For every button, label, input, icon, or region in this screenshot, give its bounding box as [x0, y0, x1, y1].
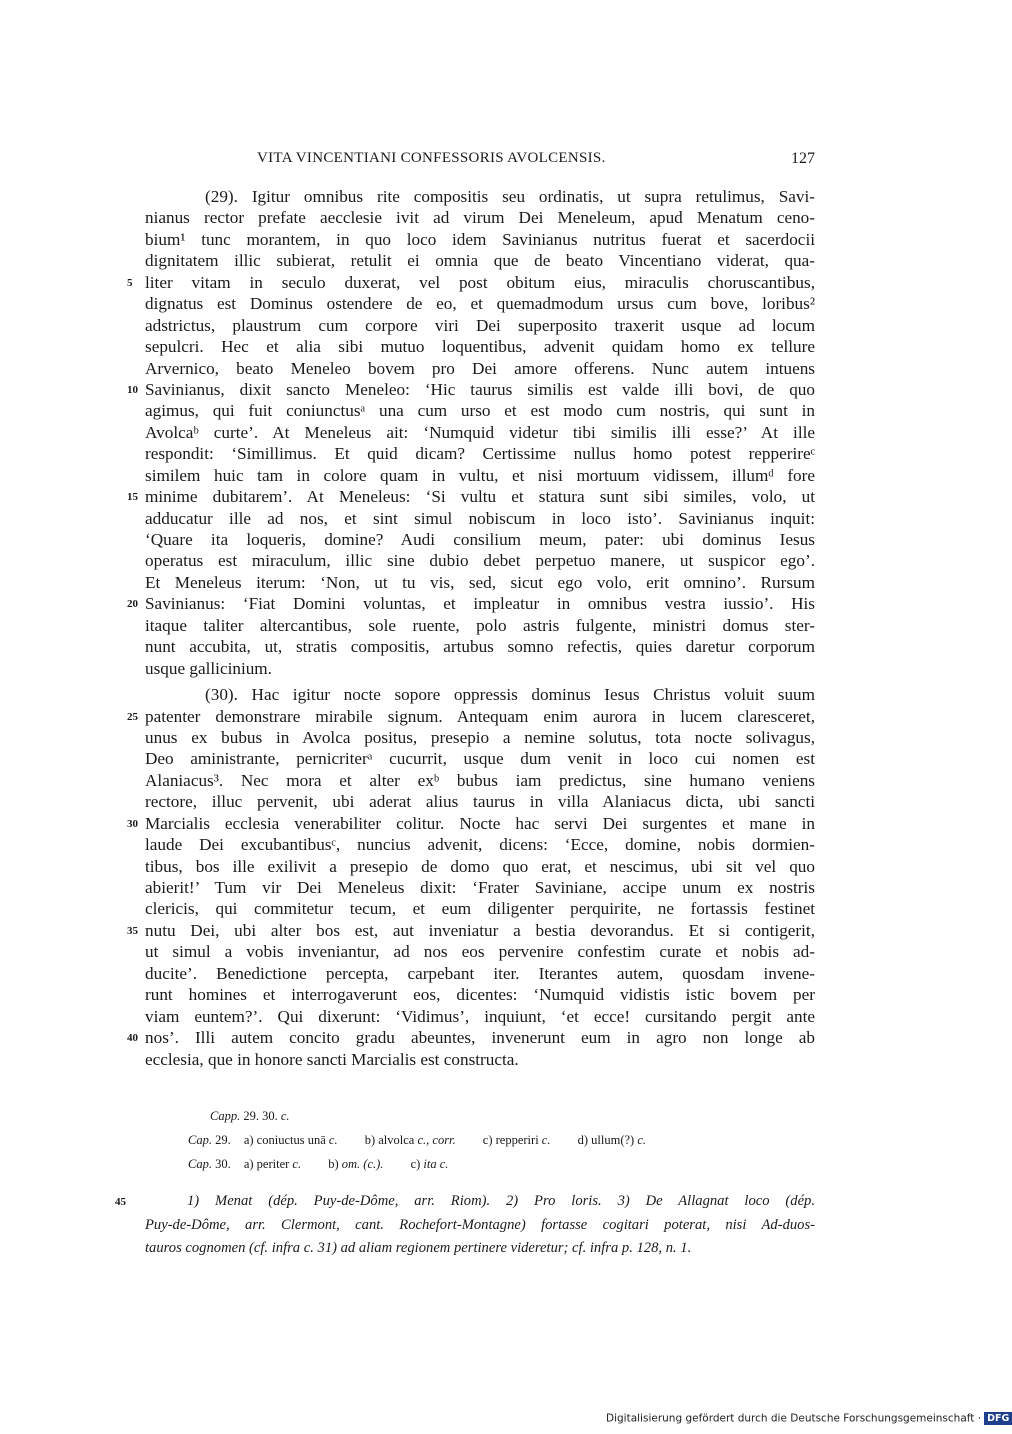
- line-number: 10: [127, 383, 138, 396]
- footnote-line: tauros cognomen (cf. infra c. 31) ad aliam regionem pertinere videretur; cf. infra p. 128, n. 1.: [145, 1240, 692, 1256]
- line-number: 40: [127, 1032, 138, 1045]
- text-line: Arvernico, beato Meneleo bovem pro Dei amore offerens. Nunc autem intuens: [145, 358, 815, 378]
- page-header: [145, 150, 815, 176]
- line-number: 20: [127, 598, 138, 611]
- footnotes: [115, 1190, 815, 1261]
- line-number: 45: [115, 1196, 126, 1208]
- text-line: nunt accubita, ut, stratis compositis, artubus somno refectis, quies daretur corporum: [145, 637, 815, 657]
- text-line: 15 minime dubitarem’. At Meneleus: ‘Si vultu et statura sunt sibi similes, volo, ut: [145, 486, 815, 507]
- text-line: Avolcaᵇ curte’. At Meneleus ait: ‘Numquid videtur tibi similis illi esse?’ At ille: [145, 422, 815, 442]
- text-line: Et Meneleus iterum: ‘Non, ut tu vis, sed, sicut ego volo, erit omnino’. Rursum: [145, 572, 815, 592]
- text-line: bium¹ tunc morantem, in quo loco idem Savinianus nutritus fuerat et sacerdocii: [145, 229, 815, 249]
- text-line: (30). Hac igitur nocte sopore oppressis dominus Iesus Christus voluit suum: [205, 685, 815, 705]
- line-number: 25: [127, 710, 138, 723]
- text-line: itaque taliter altercantibus, sole ruente, polo astris fulgente, ministri domus ster-: [145, 615, 815, 635]
- text-line: adducatur ille ad nos, et sint simul nobiscum in loco isto’. Savinianus inquit:: [145, 508, 815, 528]
- apparatus-line: Cap. 29. a) coniuctus unā c. b) alvolca c., corr. c) repperiri c. d) ullum(?) c.: [188, 1133, 647, 1147]
- text-line: laude Dei excubantibusᶜ, nuncius advenit, dicens: ‘Ecce, domine, nobis dormien-: [145, 835, 815, 855]
- apparatus-line: Capp. 29. 30. c.: [210, 1109, 290, 1123]
- text-line: abierit!’ Tum vir Dei Meneleus dixit: ‘Frater Saviniane, accipe unum ex nostris: [145, 878, 815, 897]
- text-line: 5 liter vitam in seculo duxerat, vel post obitum eius, miraculis choruscantibus,: [145, 272, 815, 293]
- text-line: 30 Marcialis ecclesia venerabiliter colitur. Nocte hac servi Dei surgentes et mane in: [145, 813, 815, 834]
- apparatus-line: Cap. 30. a) periter c. b) om. (c.). c) ita c.: [188, 1157, 449, 1171]
- text-line: agimus, qui fuit coniunctusᵃ una cum urso et est modo cum nostris, qui sunt in: [145, 401, 815, 421]
- text-line: dignitatem illic subierat, retulit ei omnia que de beato Vincentiano viderat, qua-: [145, 251, 815, 271]
- text-line: ‘Quare ita loqueris, domine? Audi consilium meum, pater: ubi dominus Iesus: [145, 530, 815, 549]
- text-line: clericis, qui commitetur tecum, et eum diligenter perquirite, ne fortassis festinet: [145, 899, 815, 919]
- line-number: 35: [127, 924, 138, 937]
- text-line: Deo aministrante, pernicriterᵃ cucurrit, usque dum venit in loco cui nomen est: [145, 749, 815, 769]
- text-line: 35 nutu Dei, ubi alter bos est, aut inveniatur a bestia devorandus. Et si contigerit,: [145, 920, 815, 941]
- text-line: 25 patenter demonstrare mirabile signum. Antequam enim aurora in lucem clаresceret,: [145, 706, 815, 727]
- text-line: unus ex bubus in Avolca positus, presepio a nemine solutus, tota nocte solivagus,: [145, 727, 815, 747]
- text-line: usque gallicinium.: [145, 658, 272, 678]
- text-line: dignatus est Dominus ostendere de eo, et quemadmodum ursus cum bove, loribus²: [145, 294, 815, 314]
- line-number: 15: [127, 491, 138, 504]
- text-line: respondit: ‘Simillimus. Et quid dicam? Certissime nullus homo potest repperireᶜ: [145, 444, 815, 464]
- dfg-logo: DFG: [984, 1412, 1012, 1425]
- line-number: 30: [127, 817, 138, 830]
- text-line: 20 Savinianus: ‘Fiat Domini voluntas, et impleatur in omnibus vestra iussio’. His: [145, 593, 815, 614]
- text-line: 10 Savinianus, dixit sancto Meneleo: ‘Hic taurus similis est valde illi bovi, de quo: [145, 379, 815, 400]
- page-number: 127: [791, 150, 815, 167]
- text-line: ut simul a vobis inveniantur, ad nos eos pervenire confestim curate et nobis ad-: [145, 942, 815, 962]
- text-line: similem huic tam in colore quam in vultu, et nisi mortuum vidissem, illumᵈ fore: [145, 465, 815, 485]
- critical-apparatus: [188, 1104, 808, 1176]
- text-line: runt homines et interrogaverunt eos, dicentes: ‘Numquid vidistis istic bovem per: [145, 985, 815, 1005]
- text-line: nianus rector prefate aecclesie ivit ad virum Dei Meneleum, apud Menatum ceno-: [145, 208, 815, 228]
- footnote-line: 45 1) Menat (dép. Puy-de-Dôme, arr. Riom). 2) Pro loris. 3) De Allagnat loco (dép.: [145, 1190, 815, 1214]
- text-line: ducite’. Benedictione percepta, carpebant iter. Iterantes autem, quosdam invene-: [145, 963, 815, 983]
- text-line: (29). Igitur omnibus rite compositis seu ordinatis, ut supra retulimus, Savi-: [205, 187, 815, 206]
- main-text: [127, 186, 815, 1070]
- text-line: viam euntem?’. Qui dixerunt: ‘Vidimus’, inquiunt, ‘et ecce! cursitando pergit ante: [145, 1006, 815, 1026]
- text-line: sepulcri. Hec et alia sibi mutuo loquentibus, advenit quidam homo ex tellure: [145, 337, 815, 357]
- text-line: 40 nos’. Illi autem concito gradu abeuntes, invenerunt eum in agro non longe ab: [145, 1027, 815, 1048]
- text-line: Alaniacus³. Nec mora et alter exᵇ bubus iam predictus, sine humano veniens: [145, 770, 815, 790]
- running-title: VITA VINCENTIANI CONFESSORIS AVOLCENSIS.: [257, 150, 606, 166]
- text-line: adstrictus, plaustrum cum corpore viri Dei superposito traxerit usque ad locum: [145, 315, 815, 335]
- line-number: 5: [127, 276, 133, 289]
- text-line: tibus, bos ille exilivit a presepio de domo quo erat, et nescimus, ubi sit vel quo: [145, 856, 815, 876]
- digitization-banner: [606, 1412, 1012, 1425]
- text-line: operatus est miraculum, illic sine dubio debet perpetuo manere, ut suspicor ego’.: [145, 551, 815, 571]
- footnote-line: Puy-de-Dôme, arr. Clermont, cant. Rochefort-Montagne) fortasse cogitari poterat, nisi Ad-duos-: [145, 1216, 815, 1233]
- text-line: rectore, illuc pervenit, ubi aderat alius taurus in villa Alaniacus dicta, ubi sancti: [145, 792, 815, 812]
- banner-text: Digitalisierung gefördert durch die Deutsche Forschungsgemeinschaft ·: [606, 1412, 982, 1425]
- text-line: ecclesia, que in honore sancti Marcialis est constructa.: [145, 1049, 519, 1069]
